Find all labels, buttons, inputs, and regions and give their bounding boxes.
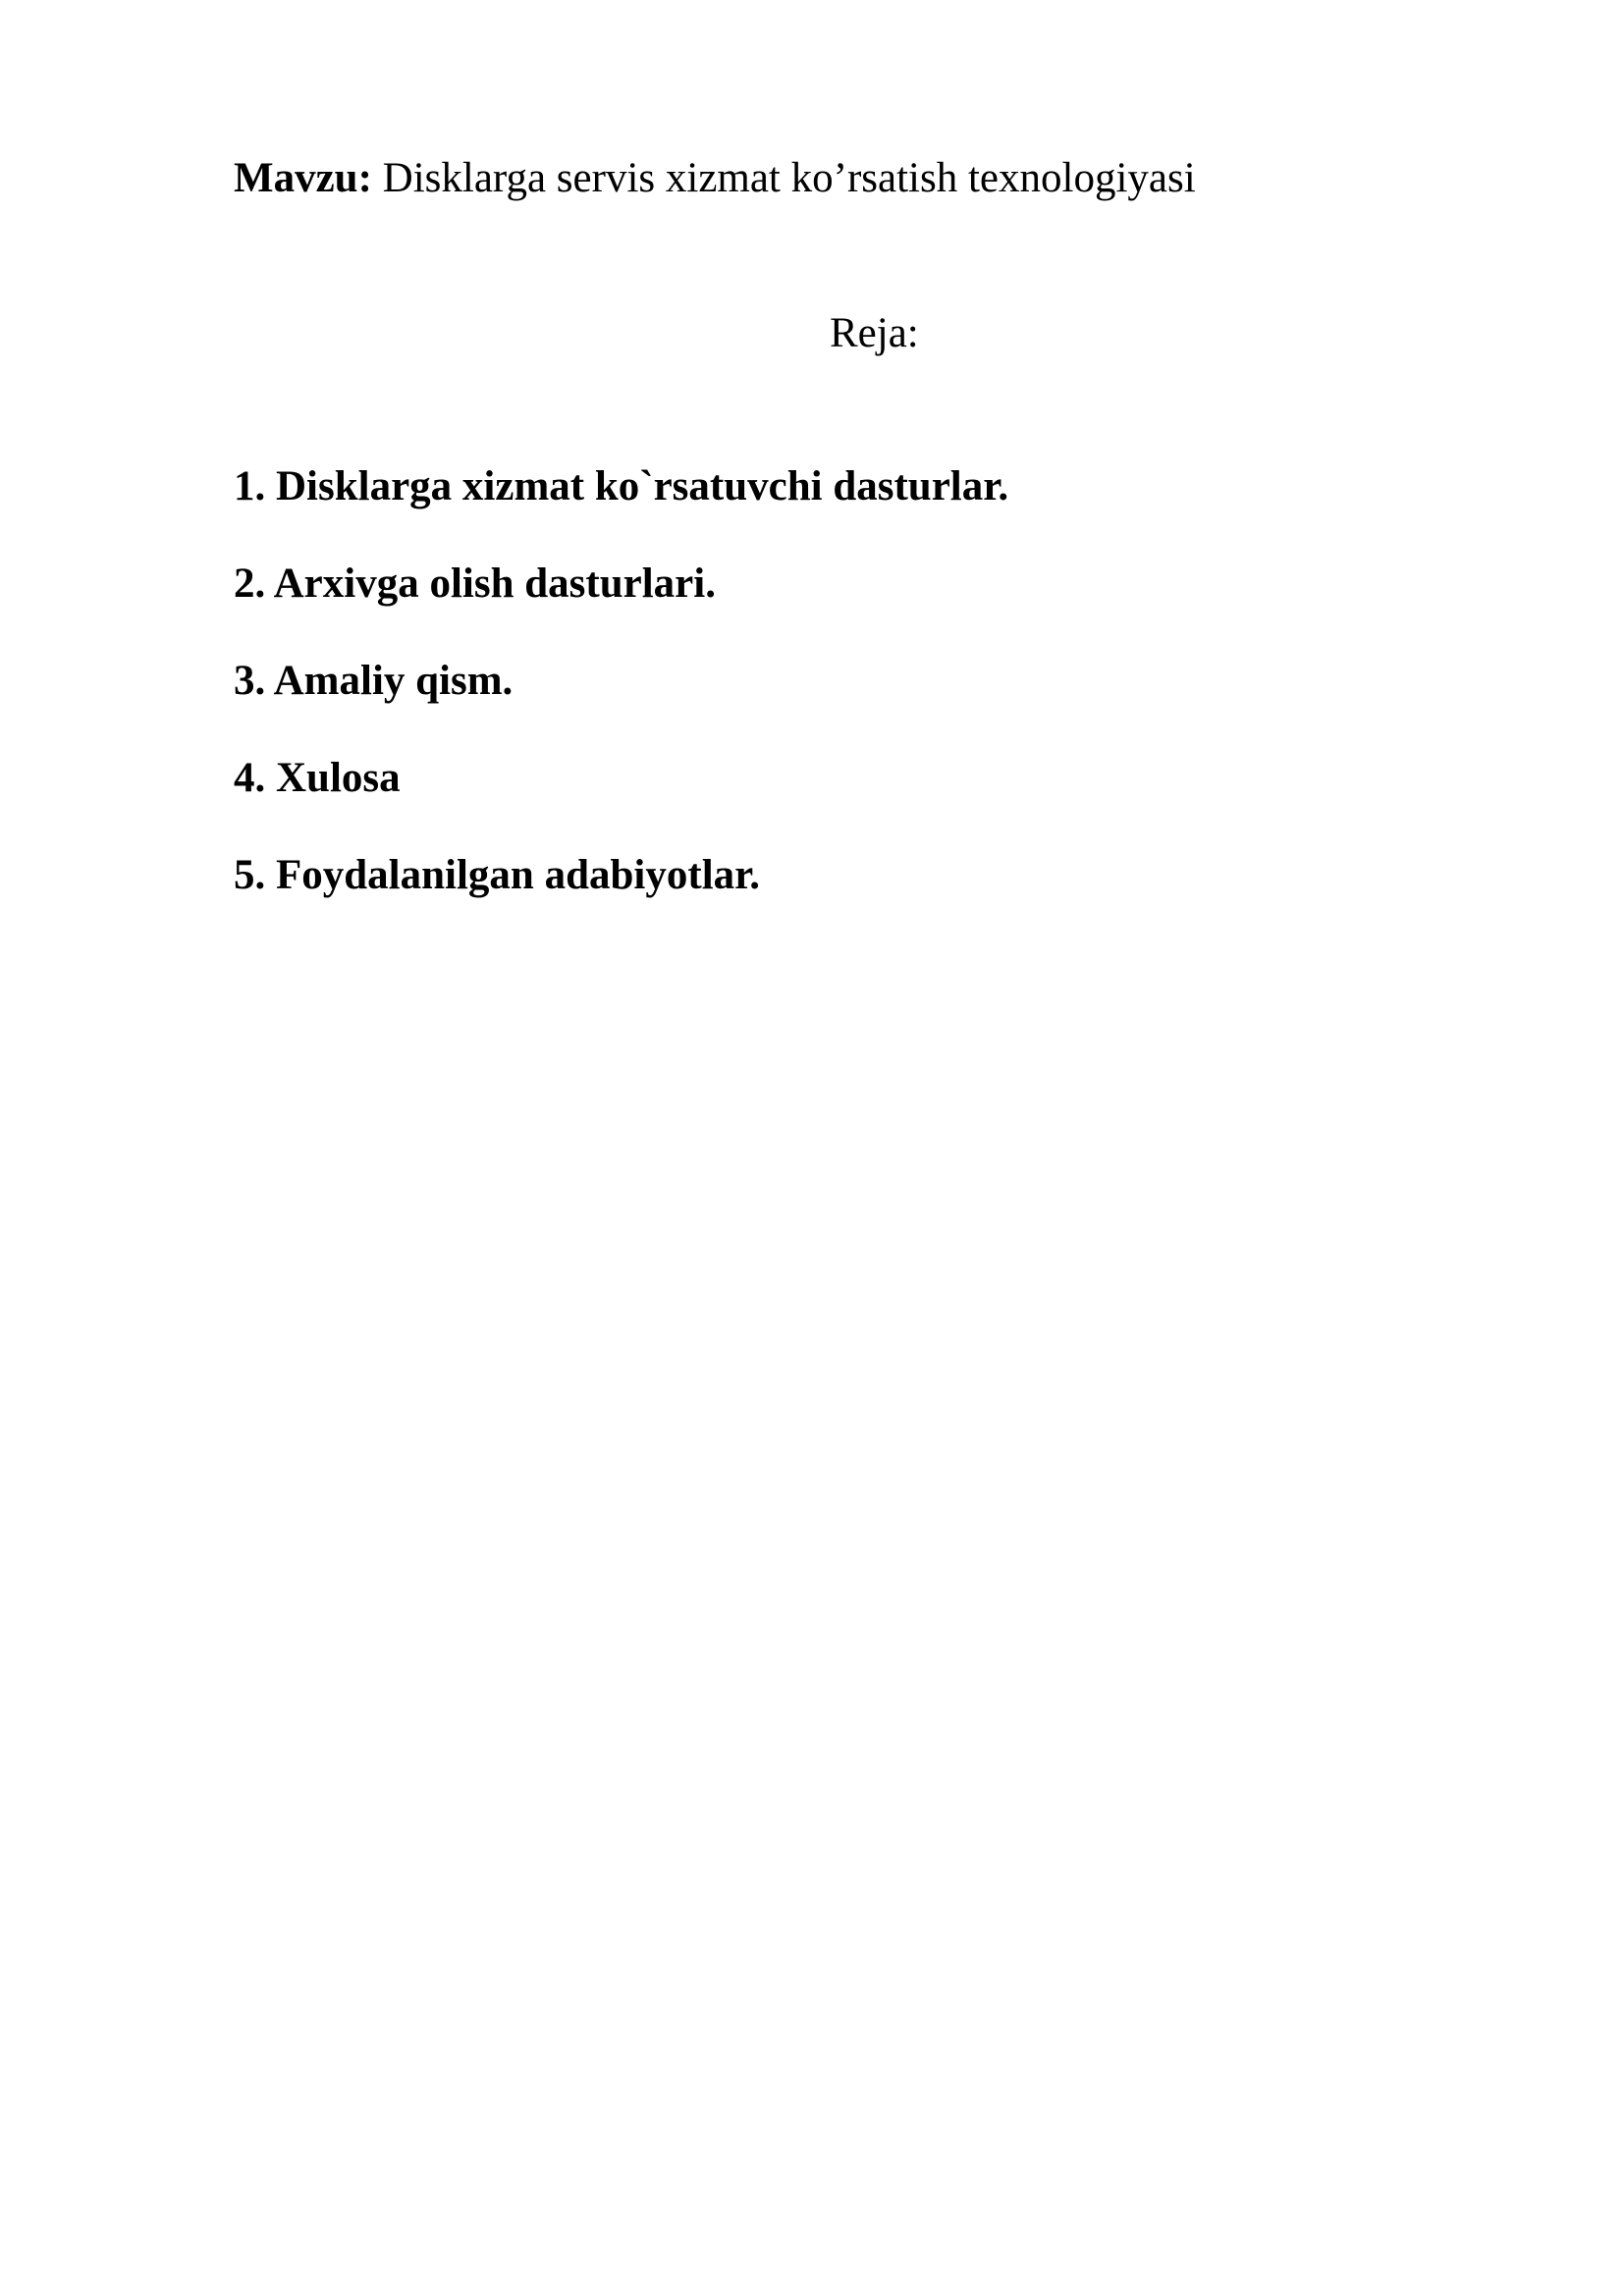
plan-list	[234, 457, 1008, 943]
plan-item: 4. Xulosa	[234, 755, 401, 801]
topic-line	[234, 149, 1196, 208]
plan-item: 1. Disklarga xizmat ko`rsatuvchi dasturlar.	[234, 463, 1009, 509]
plan-item: 5. Foydalanilgan adabiyotlar.	[234, 852, 761, 898]
topic-text: Disklarga servis xizmat ko’rsatish texnologiyasi	[382, 155, 1196, 201]
plan-item: 3. Amaliy qism.	[234, 658, 514, 704]
plan-heading: Reja:	[830, 310, 919, 356]
plan-item: 2. Arxivga olish dasturlari.	[234, 561, 716, 607]
topic-label: Mavzu:	[234, 155, 372, 201]
